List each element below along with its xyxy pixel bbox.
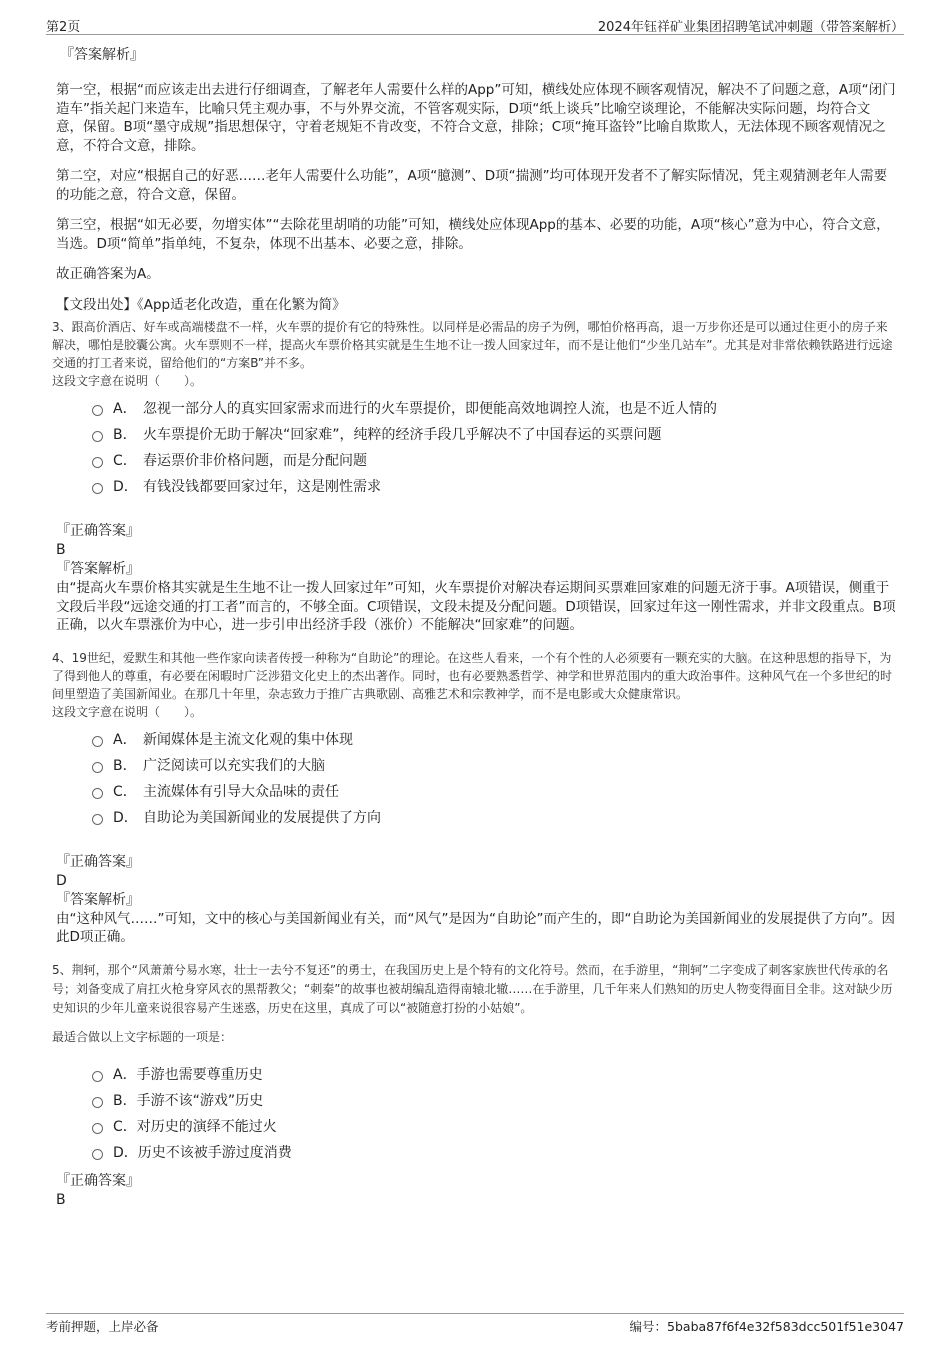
- answer-label: 『正确答案』: [56, 853, 140, 870]
- analysis-paragraph: 第二空，对应“根据自己的好恶……老年人需要什么功能”，A项“臆测”、D项“揣测”均可体现开发者不了解实际情况，凭主观猜测老年人需要的功能之意，符合文意，保留。: [56, 168, 888, 203]
- analysis-label: 『答案解析』: [60, 47, 144, 63]
- radio-icon[interactable]: [92, 405, 103, 416]
- radio-icon[interactable]: [92, 431, 103, 442]
- option-d[interactable]: D． 自助论为美国新闻业的发展提供了方向: [92, 805, 896, 831]
- radio-icon[interactable]: [92, 1149, 103, 1160]
- document-id: 编号：5baba87f6f4e32f583dcc501f51e3047: [629, 1319, 904, 1334]
- page-footer: [46, 1313, 904, 1336]
- option-c[interactable]: C． 主流媒体有引导大众品味的责任: [92, 779, 896, 805]
- analysis-paragraph: 第一空，根据“而应该走出去进行仔细调查，了解老年人需要什么样的App”可知，横线处应体现不顾客观情况，解决不了问题之意，A项“闭门造车”指关起门来造车，比喻只凭主观办事，不与外界交流，不管客观实际，D项“纸上谈兵”比喻空谈理论，不能解决实际问题，均符合文意，保留。B项“墨守成规”指思想保守，守着老规矩不肯改变，不符合文意，排除；C项“掩耳盗铃”比喻自欺欺人，无法体现不顾客观情况之意，不符合文意，排除。: [56, 82, 896, 154]
- radio-icon[interactable]: [92, 1123, 103, 1134]
- analysis-label: 『答案解析』: [56, 561, 140, 577]
- analysis-paragraph: 第三空，根据“如无必要，勿增实体”“去除花里胡哨的功能”可知，横线处应体现App的基本、必要的功能，A项“核心”意为中心，符合文意，当选。D项“简单”指单纯，不复杂，体现不出基本、必要之意，排除。: [56, 217, 890, 252]
- correct-answer: B: [56, 1191, 66, 1208]
- source-citation: 【文段出处】《App适老化改造，重在化繁为简》: [56, 296, 346, 313]
- radio-icon[interactable]: [92, 736, 103, 747]
- option-c[interactable]: C． 对历史的演绎不能过火: [92, 1114, 896, 1140]
- option-a[interactable]: A． 忽视一部分人的真实回家需求而进行的火车票提价，即便能高效地调控人流，也是不近人情的: [92, 396, 896, 422]
- options-list: [92, 1062, 896, 1166]
- document-title: 2024年钰祥矿业集团招聘笔试冲刺题（带答案解析）: [597, 20, 904, 35]
- question-stem: 3、跟高价酒店、好车或高端楼盘不一样，火车票的提价有它的特殊性。以同样是必需品的房子为例，哪怕价格再高，退一万步你还是可以通过住更小的房子来解决，哪怕是胶囊公寓。火车票则不一样，提高火车票价格其实就是生生地不让一拨人回家过年，而不是让他们“少坐几站车”。尤其是对非常依赖铁路进行远途交通的打工者来说，留给他们的“方案B”并不多。: [52, 320, 893, 370]
- question-5: [52, 961, 896, 1210]
- page-header: [46, 14, 904, 35]
- analysis-previous-question: [56, 46, 896, 314]
- option-d[interactable]: D． 历史不该被手游过度消费: [92, 1140, 896, 1166]
- radio-icon[interactable]: [92, 483, 103, 494]
- option-c[interactable]: C． 春运票价非价格问题，而是分配问题: [92, 448, 896, 474]
- analysis-label: 『答案解析』: [56, 891, 140, 908]
- page-number: 第2页: [46, 20, 81, 35]
- correct-answer: D: [56, 872, 67, 889]
- options-list: [92, 727, 896, 831]
- question-prompt: 最适合做以上文字标题的一项是：: [52, 1029, 233, 1044]
- question-prompt: 这段文字意在说明（ ）。: [52, 374, 203, 388]
- question-3: [52, 318, 896, 635]
- radio-icon[interactable]: [92, 788, 103, 799]
- option-a[interactable]: A． 手游也需要尊重历史: [92, 1062, 896, 1088]
- question-4: [52, 649, 896, 947]
- answer-analysis: 由“提高火车票价格其实就是生生地不让一拨人回家过年”可知，火车票提价对解决春运期间买票难回家难的问题无济于事。A项错误，侧重于文段后半段“远途交通的打工者”而言的，不够全面。C项错误，文段未提及分配问题。D项错误，回家过年这一刚性需求，并非文段重点。B项正确，以火车票涨价为中心，进一步引申出经济手段（涨价）不能解决“回家难”的问题。: [56, 580, 896, 633]
- option-a[interactable]: A． 新闻媒体是主流文化观的集中体现: [92, 727, 896, 753]
- option-b[interactable]: B． 广泛阅读可以充实我们的大脑: [92, 753, 896, 779]
- correct-answer: B: [56, 542, 66, 558]
- options-list: [92, 396, 896, 500]
- answer-label: 『正确答案』: [56, 1172, 140, 1189]
- analysis-conclusion: 故正确答案为A。: [56, 266, 160, 282]
- answer-analysis: 由“这种风气……”可知，文中的核心与美国新闻业有关，而“风气”是因为“自助论”而产生的，即“自助论为美国新闻业的发展提供了方向”。因此D项正确。: [56, 910, 895, 945]
- radio-icon[interactable]: [92, 457, 103, 468]
- question-prompt: 这段文字意在说明（ ）。: [52, 704, 203, 719]
- radio-icon[interactable]: [92, 814, 103, 825]
- option-b[interactable]: B． 手游不该“游戏”历史: [92, 1088, 896, 1114]
- option-b[interactable]: B． 火车票提价无助于解决“回家难”，纯粹的经济手段几乎解决不了中国春运的买票问题: [92, 422, 896, 448]
- radio-icon[interactable]: [92, 762, 103, 773]
- question-stem: 4、19世纪，爱默生和其他一些作家向读者传授一种称为“自助论”的理论。在这些人看来，一个有个性的人必须要有一颗充实的大脑。在这种思想的指导下，为了得到他人的尊重，有必要在闲暇时广泛涉猎文化史上的杰出著作。同时，也有必要熟悉哲学、神学和世界范围内的重大政治事件。这种风气在一个多世纪的时间里塑造了美国新闻业。在那几十年里，杂志致力于推广古典歌剧、高雅艺术和宗教神学，而不是电影或大众健康常识。: [52, 650, 893, 701]
- question-stem: 5、荆轲，那个“风萧萧兮易水寒，壮士一去兮不复还”的勇士，在我国历史上是个特有的文化符号。然而，在手游里，“荆轲”二字变成了刺客家族世代传承的名号；刘备变成了肩扛火枪身穿风衣的黑帮教父；“刺秦”的故事也被胡编乱造得南辕北辙……在手游里，几千年来人们熟知的历史人物变得面目全非。这对缺少历史知识的少年儿童来说很容易产生迷惑，历史在这里，真成了可以“被随意打扮的小姑娘”。: [52, 962, 893, 1015]
- radio-icon[interactable]: [92, 1097, 103, 1108]
- footer-slogan: 考前押题，上岸必备: [46, 1319, 159, 1334]
- radio-icon[interactable]: [92, 1071, 103, 1082]
- answer-label: 『正确答案』: [56, 523, 140, 539]
- page-content: [52, 46, 896, 1210]
- option-d[interactable]: D． 有钱没钱都要回家过年，这是刚性需求: [92, 474, 896, 500]
